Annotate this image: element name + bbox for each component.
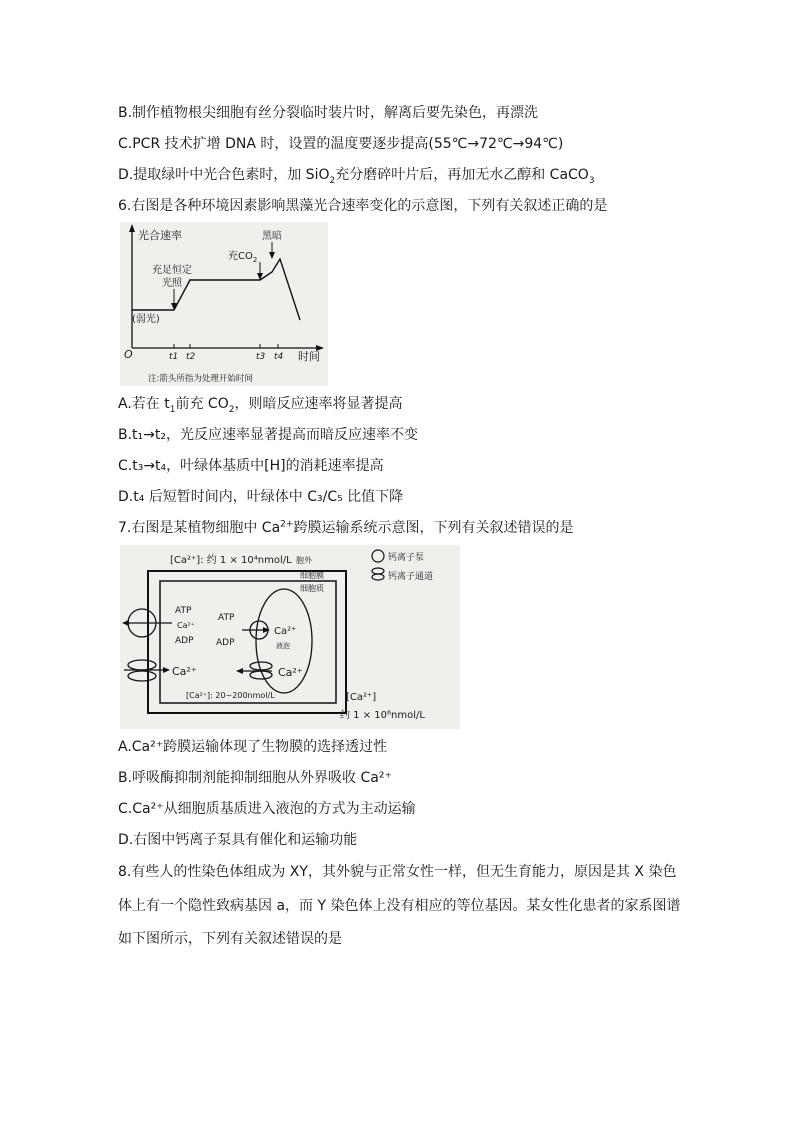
q7-calcium-transport-figure	[120, 545, 460, 729]
q5-option-b: B.制作植物根尖细胞有丝分裂临时装片时，解离后要先染色，再漂洗	[118, 105, 539, 121]
vacuole-concentration-2: 约 1 × 10⁶nmol/L	[340, 710, 425, 721]
svg-text:ADP: ADP	[175, 636, 194, 646]
weak-light-label: (弱光)	[132, 314, 160, 325]
q8-line-2: 体上有一个隐性致病基因 a，而 Y 染色体上没有相应的等位基因。某女性化患者的家系图谱	[118, 898, 681, 914]
svg-text:ATP: ATP	[218, 613, 235, 623]
q5-option-c: C.PCR 技术扩增 DNA 时，设置的温度要逐步提高(55℃→72℃→94℃)	[118, 136, 564, 152]
q6-photosynthesis-figure	[120, 222, 328, 386]
legend-pump: 钙离子泵	[388, 553, 425, 563]
svg-text:Ca²⁺: Ca²⁺	[172, 665, 197, 678]
q6-option-b: B.t₁→t₂，光反应速率显著提高而暗反应速率不变	[118, 427, 418, 443]
q7-option-a: A.Ca²⁺跨膜运输体现了生物膜的选择透过性	[118, 739, 388, 755]
light-label-2: 光照	[162, 278, 182, 289]
svg-text:Ca²⁺: Ca²⁺	[274, 626, 297, 637]
q7-option-d: D.右图中钙离子泵具有催化和运输功能	[118, 832, 358, 848]
q6-option-c: C.t₃→t₄，叶绿体基质中[H]的消耗速率提高	[118, 458, 384, 474]
q7-stem: 7.右图是某植物细胞中 $Ca^{2+}$跨膜运输系统示意图，下列有关叙述错误的是	[118, 519, 574, 536]
tick-t2: t2	[186, 352, 196, 362]
legend-channel: 钙离子通道	[388, 572, 434, 582]
figure-note: 注:箭头所指为处理开始时间	[148, 374, 253, 384]
q7-option-c: C.Ca²⁺从细胞质基质进入液泡的方式为主动运输	[118, 801, 416, 817]
tick-t1: t1	[169, 352, 179, 362]
cytoplasm-label: 细胞质	[300, 584, 324, 593]
cytoplasm-concentration: [Ca²⁺]: 20~200nmol/L	[186, 691, 275, 700]
svg-text:ADP: ADP	[216, 638, 235, 648]
svg-text:Ca²⁺: Ca²⁺	[177, 621, 195, 630]
vacuole-label: 液泡	[276, 642, 290, 650]
outside-label: 胞外	[296, 556, 312, 565]
tick-t4: t4	[274, 352, 284, 362]
x-axis-label: 时间	[298, 350, 320, 363]
q6-option-d: D.t₄ 后短暂时间内，叶绿体中 C₃/C₅ 比值下降	[118, 489, 404, 505]
light-label-1: 充足恒定	[152, 265, 192, 276]
outer-concentration: [Ca²⁺]: 约 1 × 10⁴nmol/L	[170, 555, 292, 566]
dark-label: 黑暗	[262, 231, 282, 242]
q7-option-b: B.呼吸酶抑制剂能抑制细胞从外界吸收 Ca²⁺	[118, 770, 392, 786]
q5-option-d: D.提取绿叶中光合色素时，加 SiO$_2$充分磨碎叶片后，再加无水乙醇和 CaCO$_3$	[118, 167, 595, 186]
membrane-label: 细胞膜	[300, 571, 324, 580]
tick-t3: t3	[256, 352, 266, 362]
co2-label: 充$CO_2$	[228, 251, 258, 264]
q8-line-3: 如下图所示，下列有关叙述错误的是	[118, 931, 342, 947]
svg-text:Ca²⁺: Ca²⁺	[278, 666, 303, 679]
y-axis-label: 光合速率	[138, 229, 182, 242]
origin-label: O	[124, 348, 133, 361]
q6-stem: 6.右图是各种环境因素影响黑藻光合速率变化的示意图，下列有关叙述正确的是	[118, 198, 608, 214]
vacuole-concentration-1: [Ca²⁺]	[346, 692, 377, 703]
q6-option-a: A.若在 $t_1$前充 $CO_2$，则暗反应速率将显著提高	[118, 396, 403, 415]
q8-line-1: 8.有些人的性染色体组成为 XY，其外貌与正常女性一样，但无生育能力，原因是其 X 染色	[118, 864, 677, 880]
svg-text:ATP: ATP	[175, 606, 192, 616]
